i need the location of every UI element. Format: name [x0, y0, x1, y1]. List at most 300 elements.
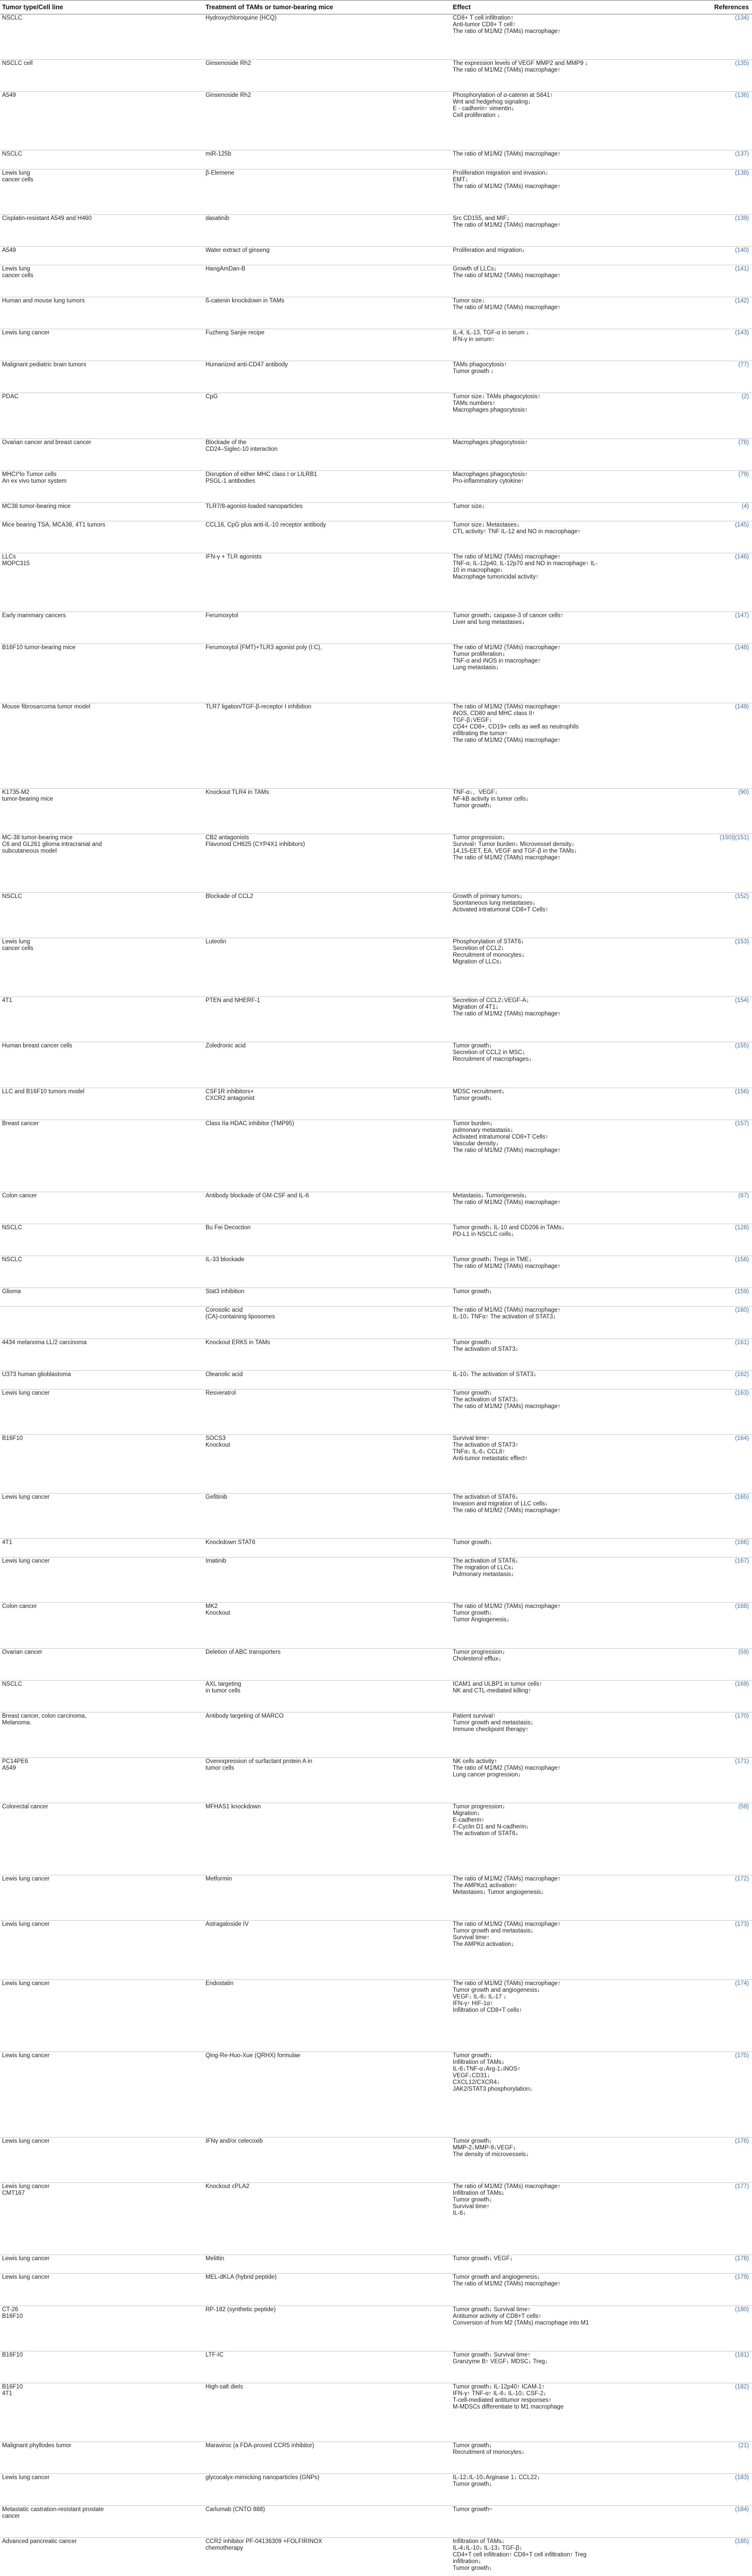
- table-row: [0, 471, 752, 503]
- treatment-cell-line: Water extract of ginseng: [206, 247, 270, 253]
- effect-cell-line: Tumor proliferation↓: [453, 651, 505, 658]
- effect-cell-line: Tumor size↓ Metastases↓: [453, 521, 520, 528]
- reference-cell[interactable]: (158): [735, 1257, 749, 1263]
- effect-cell: [451, 521, 698, 535]
- effect-cell: [451, 1980, 698, 2014]
- effect-cell: [451, 503, 698, 510]
- effect-cell-line: Tumor size↓ TAMs phagocytosis↑: [453, 394, 541, 400]
- treatment-cell: [203, 1494, 451, 1501]
- effect-cell-line: NK and CTL-mediated killing↑: [453, 1687, 532, 1694]
- table-row: [0, 1339, 752, 1371]
- effect-cell-line: The ratio of M1/M2 (TAMs) macrophage↑: [453, 2281, 561, 2287]
- table-row: [0, 503, 752, 521]
- reference-cell[interactable]: (147): [735, 613, 749, 619]
- effect-cell: [451, 2383, 698, 2411]
- reference-cell[interactable]: (175): [735, 2052, 749, 2059]
- table-row: [0, 644, 752, 703]
- effect-cell-line: Tumor growth and angiogenesis↓: [453, 1987, 540, 1993]
- effect-cell: [451, 361, 698, 375]
- effect-cell-line: Conversion of from M2 (TAMs) macrophage into M1: [453, 2319, 589, 2326]
- effect-cell-line: Survival↑ Tumor burden↓ Microvessel density↓: [453, 841, 575, 848]
- table-row: [0, 1758, 752, 1803]
- reference-cell[interactable]: (159): [735, 1289, 749, 1295]
- table-row: [0, 553, 752, 612]
- header-tumor-type: Tumor type/Cell line: [2, 3, 63, 11]
- tumor-type-cell: [0, 2538, 203, 2545]
- effect-cell-line: The ratio of M1/M2 (TAMs) macrophage↑: [453, 1011, 561, 1018]
- tumor-type-cell-line: Lewis lung cancer: [2, 2475, 50, 2481]
- effect-cell-line: Tumor growth↓ Survival time↑: [453, 2351, 531, 2358]
- effect-cell-line: Tumor growth↓ IL-12p40↑ ICAM-1↑: [453, 2383, 545, 2390]
- reference-cell[interactable]: (179): [735, 2274, 749, 2281]
- treatment-cell-line: Endostatin: [206, 1980, 234, 1987]
- treatment-cell: [203, 503, 451, 510]
- table-row: [0, 1649, 752, 1681]
- tumor-type-cell: [0, 1980, 203, 1987]
- table-row: [0, 1539, 752, 1557]
- reference-cell[interactable]: (168): [735, 1603, 749, 1610]
- treatment-cell: [203, 1288, 451, 1295]
- effect-cell-line: The ratio of M1/M2 (TAMs) macrophage↑: [453, 222, 561, 228]
- effect-cell-line: The ratio of M1/M2 (TAMs) macrophage↑: [453, 1403, 561, 1410]
- reference-cell[interactable]: (145): [735, 521, 749, 528]
- reference-cell[interactable]: (155): [735, 1043, 749, 1049]
- reference-cell[interactable]: (128): [735, 1225, 749, 1231]
- effect-cell-line: Tumor growth↓ caspase-3 of cancer cells↑: [453, 613, 563, 619]
- treatment-cell-line: Ginsenoside Rh2: [206, 60, 251, 67]
- tumor-type-cell-line: B16F10: [2, 2383, 23, 2390]
- tumor-type-cell: [0, 265, 203, 279]
- tumor-type-cell: [0, 2138, 203, 2145]
- reference-cell[interactable]: (2): [741, 394, 749, 400]
- treatment-cell-line: Ferumoxytol: [206, 613, 238, 619]
- tumor-type-cell: [0, 439, 203, 446]
- effect-cell: [451, 1192, 698, 1206]
- reference-cell[interactable]: (172): [735, 1876, 749, 1883]
- effect-cell-line: The ratio of M1/M2 (TAMs) macrophage↑: [453, 645, 561, 651]
- effect-cell-line: Lung cancer progression↓: [453, 1771, 521, 1778]
- effect-cell-line: NK cells activity↑: [453, 1758, 498, 1765]
- effect-cell-line: MDSC recruitment↓: [453, 1088, 505, 1095]
- treatment-cell: [203, 60, 451, 67]
- reference-cell[interactable]: (136): [735, 92, 749, 99]
- treatment-cell-line: Resveratrol: [206, 1389, 236, 1396]
- treatment-cell-line: Melittin: [206, 2256, 225, 2262]
- effect-cell: [451, 1339, 698, 1353]
- effect-cell-line: The density of microvessels↓: [453, 2151, 529, 2158]
- effect-cell-line: Infiltration of TAMs↓: [453, 2059, 505, 2065]
- table-row: [0, 2442, 752, 2474]
- treatment-cell-line: CD24–Siglec-10 interaction: [206, 446, 278, 452]
- treatment-cell: [203, 1713, 451, 1720]
- treatment-cell: [203, 893, 451, 900]
- treatment-cell: [203, 1256, 451, 1263]
- effect-cell: [451, 2274, 698, 2287]
- reference-cell[interactable]: (141): [735, 265, 749, 272]
- reference-cell[interactable]: (90): [738, 789, 749, 795]
- tumor-type-cell: [0, 2183, 203, 2197]
- reference-cell[interactable]: (163): [735, 1389, 749, 1396]
- reference-cell[interactable]: (160): [735, 1307, 749, 1314]
- treatment-cell: [203, 644, 451, 651]
- tumor-type-cell-line: 4T1: [2, 997, 12, 1004]
- effect-cell: [451, 997, 698, 1018]
- reference-cell[interactable]: (137): [735, 151, 749, 158]
- table-row: [0, 893, 752, 938]
- treatment-cell-line: (CA)-containing liposomes: [206, 1314, 275, 1320]
- effect-cell-line: T-cell-mediated antitumor responses↑: [453, 2397, 552, 2403]
- tumor-type-cell: [0, 1603, 203, 1610]
- effect-cell-line: Vascular density↓: [453, 1140, 499, 1147]
- reference-cell[interactable]: (176): [735, 2138, 749, 2144]
- treatment-cell: [203, 1371, 451, 1378]
- tumor-type-cell: [0, 789, 203, 803]
- effect-cell-line: Src CD155, and MIF↓: [453, 215, 510, 222]
- reference-cell[interactable]: (77): [738, 362, 749, 368]
- tumor-type-cell-line: Melanoma.: [2, 1719, 31, 1726]
- treatment-cell-line: Zoledronic acid: [206, 1043, 246, 1049]
- tumor-type-cell-line: B16F10: [2, 1435, 23, 1442]
- treatment-cell: [203, 2538, 451, 2552]
- reference-cell[interactable]: (177): [735, 2183, 749, 2190]
- effect-cell-line: IL-6↓: [453, 2210, 466, 2217]
- reference-cell[interactable]: (157): [735, 1120, 749, 1127]
- effect-cell: [451, 1758, 698, 1778]
- reference-cell[interactable]: (171): [735, 1758, 749, 1765]
- treatment-cell: [203, 2306, 451, 2313]
- reference-cell[interactable]: (161): [735, 1339, 749, 1346]
- treatment-cell: [203, 1980, 451, 1987]
- reference-cell[interactable]: (134): [735, 15, 749, 21]
- effect-cell-line: The ratio of M1/M2 (TAMs) macrophage↑: [453, 1921, 561, 1928]
- treatment-cell-line: Antibody targeting of MARCO: [206, 1713, 284, 1719]
- effect-cell-line: Tumor growth↓: [453, 2565, 492, 2572]
- table-row: [0, 2274, 752, 2306]
- effect-cell: [451, 1875, 698, 1896]
- treatment-cell: [203, 2183, 451, 2190]
- effect-cell: [451, 1681, 698, 1694]
- effect-cell-line: The ratio of M1/M2 (TAMs) macrophage↑: [453, 1980, 561, 1987]
- table-row: [0, 789, 752, 834]
- reference-cell[interactable]: (139): [735, 215, 749, 222]
- effect-cell-line: The ratio of M1/M2 (TAMs) macrophage↑: [453, 737, 561, 743]
- reference-cell[interactable]: (59): [738, 1649, 749, 1655]
- reference-cell[interactable]: (135): [735, 60, 749, 67]
- reference-cell[interactable]: (59): [738, 1804, 749, 1810]
- reference-cell[interactable]: (174): [735, 1980, 749, 1987]
- reference-cell[interactable]: (169): [735, 1681, 749, 1687]
- reference-cell[interactable]: (154): [735, 997, 749, 1004]
- effect-cell: [451, 92, 698, 119]
- reference-cell[interactable]: (166): [735, 1539, 749, 1546]
- treatment-cell: [203, 612, 451, 619]
- table-row: [0, 2506, 752, 2538]
- tumor-type-cell-line: B16F10 tumor-bearing mice: [2, 645, 76, 651]
- tumor-type-cell-line: MOPC315: [2, 561, 30, 567]
- reference-cell[interactable]: (184): [735, 2506, 749, 2513]
- reference-cell[interactable]: (146): [735, 554, 749, 561]
- table-row: [0, 1371, 752, 1389]
- effect-cell-line: Tumor progression↓: [453, 834, 505, 841]
- effect-cell-line: Recruitment of macrophages↓: [453, 1056, 532, 1063]
- effect-cell-line: Tumor growth↓: [453, 2442, 492, 2449]
- treatment-cell: [203, 393, 451, 400]
- effect-cell-line: Tumor progression↓: [453, 1804, 505, 1810]
- treatment-cell-line: miR-125b: [206, 151, 231, 158]
- reference-cell[interactable]: (140): [735, 247, 749, 253]
- effect-cell-line: Macrophage tumoricidal activity↑: [453, 574, 539, 581]
- effect-cell: [451, 938, 698, 965]
- treatment-cell-line: Luteolin: [206, 939, 227, 945]
- effect-cell-line: Growth of LLCs↓: [453, 265, 497, 272]
- tumor-type-cell-line: NSCLC: [2, 1257, 22, 1263]
- table-row: [0, 521, 752, 553]
- effect-cell-line: Tumor growth↓: [453, 1043, 492, 1049]
- tumor-type-cell: [0, 834, 203, 855]
- effect-cell-line: 14,15-EET, EA, VEGF and TGF-β in the TAMs↓: [453, 848, 577, 854]
- reference-cell[interactable]: (79): [738, 471, 749, 478]
- reference-cell[interactable]: (149): [735, 703, 749, 710]
- treatment-cell: [203, 1803, 451, 1810]
- treatment-cell-line: Flavonoid CH625 (CYP4X1 inhibitors): [206, 841, 305, 848]
- reference-cell[interactable]: (185): [735, 2538, 749, 2545]
- tumor-type-cell-line: LLCs: [2, 554, 16, 561]
- effect-cell-line: Cholesterol efflux↓: [453, 1655, 502, 1662]
- effect-cell-line: Activated intratumoral CD8+T Cells↑: [453, 1133, 549, 1140]
- tumor-type-cell-line: Breast cancer, colon carcinoma,: [2, 1713, 87, 1719]
- tumor-type-cell: [0, 361, 203, 368]
- effect-cell-line: The ratio of M1/M2 (TAMs) macrophage↑: [453, 1507, 561, 1514]
- treatment-cell: [203, 215, 451, 222]
- treatment-cell-line: Maraviroc (a FDA-proved CCR5 inhibitor): [206, 2442, 314, 2449]
- effect-cell-line: IL-12↓IL-10↓Arginase 1↓ CCL22↓: [453, 2475, 540, 2481]
- table-row: [0, 1088, 752, 1120]
- tumor-type-cell-line: CT-26: [2, 2306, 19, 2313]
- effect-cell-line: Patient survival↑: [453, 1713, 496, 1719]
- table-row: [0, 1557, 752, 1603]
- treatment-cell-line: IFNγ and/or celecoxib: [206, 2138, 263, 2144]
- reference-cell[interactable]: (164): [735, 1435, 749, 1442]
- tumor-type-cell: [0, 2351, 203, 2359]
- effect-cell-line: Growth of primary tumors↓: [453, 893, 523, 900]
- tumor-type-cell-line: NSCLC: [2, 893, 22, 900]
- tumor-type-cell-line: A549: [2, 247, 16, 253]
- reference-cell[interactable]: (152): [735, 893, 749, 900]
- table-row: [0, 1681, 752, 1713]
- treatment-cell-line: Knockdown STAT6: [206, 1539, 255, 1546]
- table-row: [0, 938, 752, 997]
- table-row: [0, 2138, 752, 2183]
- effect-cell-line: EMT↓: [453, 176, 469, 183]
- effect-cell-line: Immune checkpoint therapy↑: [453, 1726, 529, 1733]
- treatment-cell: [203, 1681, 451, 1694]
- tumor-type-cell-line: B16F10: [2, 2351, 23, 2358]
- effect-cell-line: Tumor growth↓: [453, 1539, 492, 1546]
- treatment-cell-line: Overexpression of surfactant protein A in: [206, 1758, 313, 1765]
- effect-cell-line: Pro-inflammatory cytokine↑: [453, 478, 524, 484]
- tumor-type-cell: [0, 553, 203, 567]
- treatment-cell-line: Astragaloside IV: [206, 1921, 249, 1928]
- effect-cell-line: CXCL12/CXCR4↓: [453, 2079, 500, 2086]
- effect-cell-line: Wnt and hedgehog signaling↓: [453, 99, 531, 106]
- effect-cell-line: The ratio of M1/M2 (TAMs) macrophage↑: [453, 183, 561, 190]
- treatment-cell-line: MFHAS1 knockdown: [206, 1804, 261, 1810]
- reference-cell[interactable]: (167): [735, 1558, 749, 1565]
- reference-cell[interactable]: (156): [735, 1088, 749, 1095]
- treatment-cell-line: IL-33 blockade: [206, 1257, 245, 1263]
- reference-cell[interactable]: (153): [735, 939, 749, 945]
- tumor-type-cell: [0, 521, 203, 529]
- tumor-type-cell: [0, 938, 203, 952]
- effect-cell: [451, 2138, 698, 2158]
- treatment-cell-line: Imatinib: [206, 1558, 227, 1565]
- effect-cell-line: Antitumor activity of CD8+T cells↑: [453, 2313, 542, 2319]
- effect-cell-line: TAMs phagocytosis↑: [453, 362, 507, 368]
- treatment-cell: [203, 553, 451, 561]
- effect-cell: [451, 1371, 698, 1378]
- tumor-type-cell: [0, 1803, 203, 1810]
- reference-cell[interactable]: (150)|(151): [720, 834, 749, 841]
- reference-cell[interactable]: (162): [735, 1371, 749, 1378]
- header-effect: Effect: [453, 3, 471, 11]
- effect-cell-line: Macrophages phagocytosis↑: [453, 407, 528, 414]
- treatment-cell-line: TLR7/8-agonist-loaded nanoparticles: [206, 503, 303, 510]
- effect-cell-line: Tumor growth↓: [453, 1389, 492, 1396]
- effect-cell-line: VEGF↓ IL-6↓ IL-17 ↓: [453, 1993, 507, 2000]
- reference-cell[interactable]: (4): [741, 503, 749, 510]
- effect-cell-line: TGF-β↓VEGF↓: [453, 717, 492, 723]
- tumor-type-cell: [0, 644, 203, 651]
- reference-cell[interactable]: (78): [738, 439, 749, 446]
- effect-cell-line: Recruitment of monocytes↓: [453, 952, 525, 959]
- treatment-cell: [203, 1435, 451, 1449]
- effect-cell-line: M-MDSCs differentiate to M1 macrophage: [453, 2403, 564, 2410]
- tumor-type-cell-line: A549: [2, 1765, 16, 1771]
- effect-cell-line: E - cadherin↑ vimentin↓: [453, 106, 515, 112]
- treatment-cell-line: Knockout: [206, 1442, 230, 1448]
- effect-cell-line: Secretion of CCL2↓VEGF-A↓: [453, 997, 529, 1004]
- treatment-cell-line: glycocalyx-mimicking nanoparticles (GNPs): [206, 2475, 320, 2481]
- treatment-cell: [203, 14, 451, 22]
- treatment-cell-line: Qing-Re-Huo-Xue (QRHX) formulae: [206, 2052, 301, 2059]
- reference-cell[interactable]: (181): [735, 2351, 749, 2358]
- effect-cell-line: The AMPKα activation↓: [453, 1941, 515, 1948]
- tumor-type-cell-line: Lewis lung cancer: [2, 1980, 50, 1987]
- reference-cell[interactable]: (21): [738, 2442, 749, 2449]
- tumor-type-cell-line: U373 human glioblastoma: [2, 1371, 71, 1378]
- effect-cell-line: IL-4↓IL-10↓ IL-13↓ TGF-β↓: [453, 2545, 522, 2552]
- table-row: [0, 1120, 752, 1192]
- effect-cell-line: Tumor growth and metastasis↓: [453, 1719, 534, 1726]
- tumor-type-cell-line: Glioma: [2, 1289, 21, 1295]
- effect-cell-line: The ratio of M1/M2 (TAMs) macrophage↑: [453, 703, 561, 710]
- effect-cell-line: Tumor growth and angiogenesis↓: [453, 2274, 540, 2281]
- tumor-type-cell: [0, 170, 203, 183]
- tumor-type-cell-line: Lewis lung cancer: [2, 1494, 50, 1501]
- effect-cell-line: The activation of STAT6↓: [453, 1494, 519, 1501]
- tumor-type-cell: [0, 215, 203, 222]
- effect-cell-line: 10 in macrophage↓: [453, 567, 503, 574]
- table-row: [0, 997, 752, 1042]
- reference-cell[interactable]: (170): [735, 1713, 749, 1719]
- tumor-type-cell: [0, 150, 203, 158]
- tumor-type-cell-line: PDAC: [2, 394, 19, 400]
- reference-cell[interactable]: (143): [735, 330, 749, 336]
- effect-cell-line: Anti-tumor CD8+ T cell↑: [453, 22, 516, 28]
- treatment-cell-line: chemotherapy: [206, 2545, 243, 2552]
- table-row: [0, 1288, 752, 1307]
- effect-cell-line: IFN-γ in serum↑: [453, 336, 495, 343]
- effect-cell-line: Migration↓: [453, 1810, 481, 1817]
- reference-cell[interactable]: (180): [735, 2306, 749, 2313]
- treatment-cell-line: AXL targeting: [206, 1681, 242, 1687]
- reference-cell[interactable]: (138): [735, 170, 749, 176]
- tumor-type-cell-line: LLC and B16F10 tumors model: [2, 1088, 84, 1095]
- treatment-cell-line: CSF1R inhibitors+: [206, 1088, 254, 1095]
- effect-cell-line: Spontaneous lung metastases↓: [453, 900, 536, 906]
- effect-cell-line: CD8+ T cell infiltration↑: [453, 15, 514, 21]
- table-row: [0, 1980, 752, 2052]
- treatment-cell-line: High-salt diets: [206, 2383, 243, 2390]
- effect-cell-line: Cell proliferation ↓: [453, 112, 501, 119]
- treatment-cell-line: Oleanolic acid: [206, 1371, 243, 1378]
- tumor-type-cell-line: Malignant phyllodes tumor: [2, 2442, 72, 2449]
- treatment-cell: [203, 789, 451, 796]
- treatment-cell-line: Gefitinib: [206, 1494, 228, 1501]
- treatment-cell-line: HangAmDan-B: [206, 265, 246, 272]
- table-row: [0, 14, 752, 60]
- effect-cell-line: Tumor growth↓: [453, 2197, 492, 2204]
- treatment-cell-line: in tumor cells: [206, 1687, 241, 1694]
- effect-cell-line: Tumor progression↓: [453, 1649, 505, 1655]
- treatment-cell-line: ß-catenin knockdown in TAMs: [206, 298, 284, 304]
- reference-cell[interactable]: (67): [738, 1192, 749, 1199]
- reference-cell[interactable]: (142): [735, 298, 749, 304]
- effect-cell-line: Liver and lung metastases↓: [453, 619, 525, 626]
- reference-cell[interactable]: (182): [735, 2383, 749, 2390]
- effect-cell: [451, 2255, 698, 2262]
- tumor-type-cell-line: K1735-M2: [2, 789, 30, 795]
- effect-cell: [451, 1288, 698, 1295]
- tumor-type-cell-line: NSCLC: [2, 15, 22, 21]
- treatment-cell-line: Humanized anti-CD47 antibody: [206, 362, 288, 368]
- treatment-cell: [203, 1758, 451, 1772]
- effect-cell: [451, 150, 698, 158]
- treatment-cell-line: Bu Fei Decoction: [206, 1225, 251, 1231]
- treatment-cell: [203, 471, 451, 485]
- treatment-cell: [203, 2474, 451, 2481]
- tumor-type-cell-line: Lewis lung cancer: [2, 2052, 50, 2059]
- treatment-cell: [203, 150, 451, 158]
- effect-cell-line: Tumor growth↓: [453, 2138, 492, 2144]
- treatment-cell: [203, 834, 451, 848]
- reference-cell[interactable]: (173): [735, 1921, 749, 1928]
- table-row: [0, 1307, 752, 1338]
- effect-cell-line: TNF-α↓、VEGF↓: [453, 789, 498, 795]
- treatment-cell-line: Carlumab (CNTO 888): [206, 2506, 265, 2513]
- tumor-type-cell-line: Colorectal cancer: [2, 1804, 48, 1810]
- treatment-cell-line: Hydroxychloroquine (HCQ): [206, 15, 277, 21]
- tumor-type-cell-line: Lewis lung cancer: [2, 2274, 50, 2281]
- effect-cell-line: The ratio of M1/M2 (TAMs) macrophage↑: [453, 1263, 561, 1270]
- table-row: [0, 439, 752, 471]
- reference-cell[interactable]: (148): [735, 645, 749, 651]
- reference-cell[interactable]: (165): [735, 1494, 749, 1501]
- reference-cell[interactable]: (183): [735, 2475, 749, 2481]
- reference-cell[interactable]: (178): [735, 2256, 749, 2262]
- treatment-cell-line: TLR7 ligation/TGF-β-receptor I inhibition: [206, 703, 312, 710]
- treatment-cell-line: PSGL-1 antibodies: [206, 478, 255, 484]
